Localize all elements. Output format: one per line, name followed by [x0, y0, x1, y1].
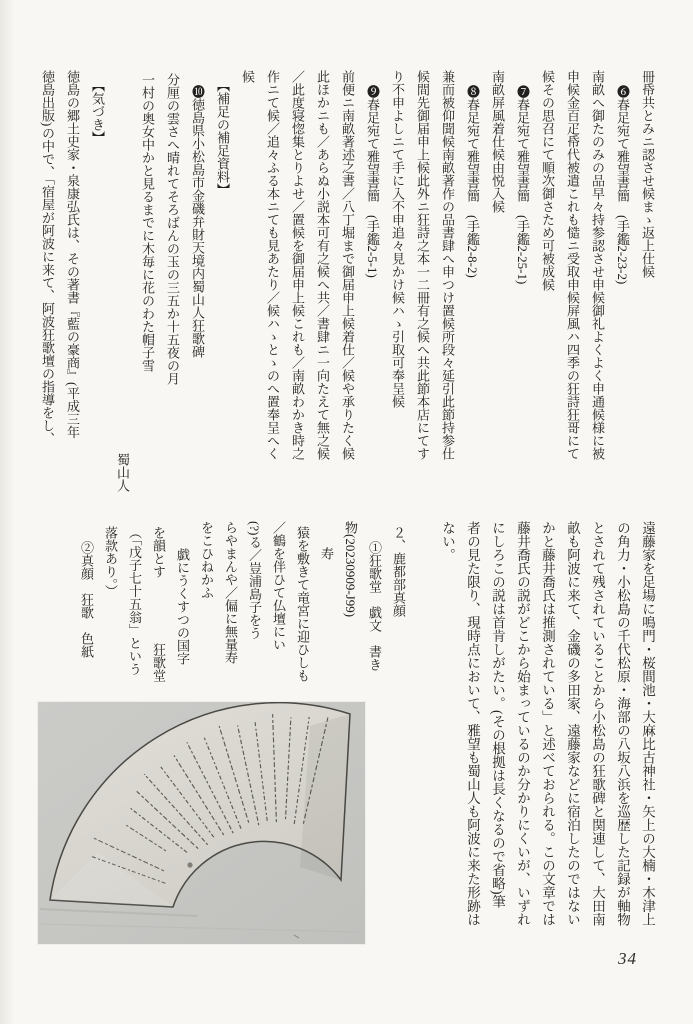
text-column: とされて残されていることから小松島の狂歌碑と関連して、大田南: [590, 521, 605, 926]
text-column: 遠藤家を足場に鳴門・桜間池・大麻比古神社・矢上の大楠・木津上: [640, 521, 655, 926]
text-column: り不申よしニて手に入不申追々見かけ候ハゝ引取可奉呈候: [390, 70, 405, 408]
text-column: 分厘の雲さへ晴れてそろばんの玉の三五か十五夜の月: [165, 73, 180, 385]
text-column: （「戊子七十五翁」という: [127, 526, 142, 676]
text-column: 畝も阿波に来て、金磯の多田家、遠藤家などに宿泊したのではない: [565, 521, 580, 926]
text-column: の角力・小松島の千代松原・海部の八坂八浜を巡歴した記録が軸物: [615, 521, 630, 926]
text-column: 徳島の郷土史家・泉康弘氏は、その著書『藍の豪商』(平成三年: [65, 70, 80, 439]
text-column: を韻とす 狂歌堂: [151, 526, 166, 682]
text-column: 猿を敷きて竜宮に迎ひしも: [295, 526, 310, 682]
text-column: 【補足の補足資料】: [215, 79, 230, 196]
text-column: 冊帋共とみニ認させ候まゝ返上仕候: [640, 70, 655, 278]
text-column: 兼而被仰聞候南畝著作の品書肆へ申つけ置候所段々延引此節持参仕: [440, 70, 455, 460]
text-column: 物(20230909-J99): [343, 521, 358, 618]
fan-seal-mark: [187, 862, 192, 867]
text-column: ない。: [440, 521, 455, 562]
text-column: ／鶴を伴ひて仏壇にい: [271, 521, 286, 651]
text-column: ❼春足宛て雅望書簡 (手鑑2-25-1): [515, 85, 530, 285]
text-column: 一村の奥女中かと見るまでに木毎に花のわた帽子雪: [140, 73, 155, 372]
text-column: (?)る／豈浦島子をう: [247, 521, 262, 640]
fan-photo-image: [38, 702, 365, 944]
text-column: ②真顔 狂歌 色紙: [79, 541, 94, 658]
text-column: ❻春足宛て雅望書簡 (手鑑2-23-2): [615, 85, 630, 285]
text-column: 寿: [319, 547, 334, 560]
text-column: 候: [240, 70, 255, 83]
text-column: 南畝へ御たのみの品早々持参認させ申候御礼よくよく申通候様に被: [590, 70, 605, 460]
text-column: 南畝屏風着仕候由悦入候: [490, 70, 505, 213]
text-column: 前便ニ南畝著述之書／八丁堀まで御届申上候着仕／候や承りたく候: [340, 70, 355, 460]
text-column: らやまんや／偏に無量寿: [223, 521, 238, 664]
text-column: 此ほかニも／あらぬ小説本可有之候へ共／書肆ニ一向たえて無之候: [315, 70, 330, 460]
fan-calligraphy-photo: [38, 702, 365, 944]
text-column: ／此度寝惚集とりよせ／置候を御届申上候これも／南畝わかき時之: [290, 70, 305, 460]
top-text-block: [35, 70, 660, 492]
text-column: 藤井喬氏の説がどこから始まっているのか分かりにくいが、いずれ: [515, 521, 530, 926]
text-column: ２、鹿都部真顔: [391, 526, 406, 617]
text-column: 落款あり。）: [103, 526, 118, 598]
text-column: 候間先御届申上候此外ニ狂詩之本一二冊有之候へ共此節本店にてす: [415, 70, 430, 460]
text-column: 申候金百疋帋代被遣これも慥ニ受取申候屏風ハ四季の狂詩狂哥にて: [565, 70, 580, 460]
text-column: 【気づき】: [90, 79, 105, 144]
text-column: ❿徳島県小松島市金磯弁財天境内蜀山人狂歌碑: [190, 85, 205, 358]
text-column: にしろこの説は首肯しがたい。(その根拠は長くなるので省略)筆: [490, 521, 505, 908]
text-column: 戯にうくすつの国字: [175, 548, 190, 665]
text-column: ❽春足宛て雅望書簡 (手鑑2-8-2): [465, 85, 480, 278]
page-number: 34: [618, 949, 637, 968]
text-column: ❾春足宛て雅望書簡 (手鑑2-5-1): [365, 85, 380, 278]
text-column: 候その思召にて順次御さため可被成候: [540, 70, 555, 291]
bottom-right-text-block: [435, 521, 660, 941]
text-column: 蜀山人: [115, 453, 130, 492]
text-column: 者の見た限り、現時点において、雅望も蜀山人も阿波に来た形跡は: [465, 521, 480, 926]
text-column: 作ニて候／追々ふる本ニても見あたり／候ハゝとゝのへ置奉呈へく: [265, 70, 280, 460]
text-column: かと藤井喬氏は推測されている」と述べておられる。この文章では: [540, 521, 555, 926]
text-column: ①狂歌堂 戯文 書き: [367, 541, 382, 671]
text-column: 徳島出版)の中で、「宿屋が阿波に来て、阿波狂歌壇の指導をし、: [40, 70, 55, 445]
text-column: をこひねかふ: [199, 521, 214, 599]
